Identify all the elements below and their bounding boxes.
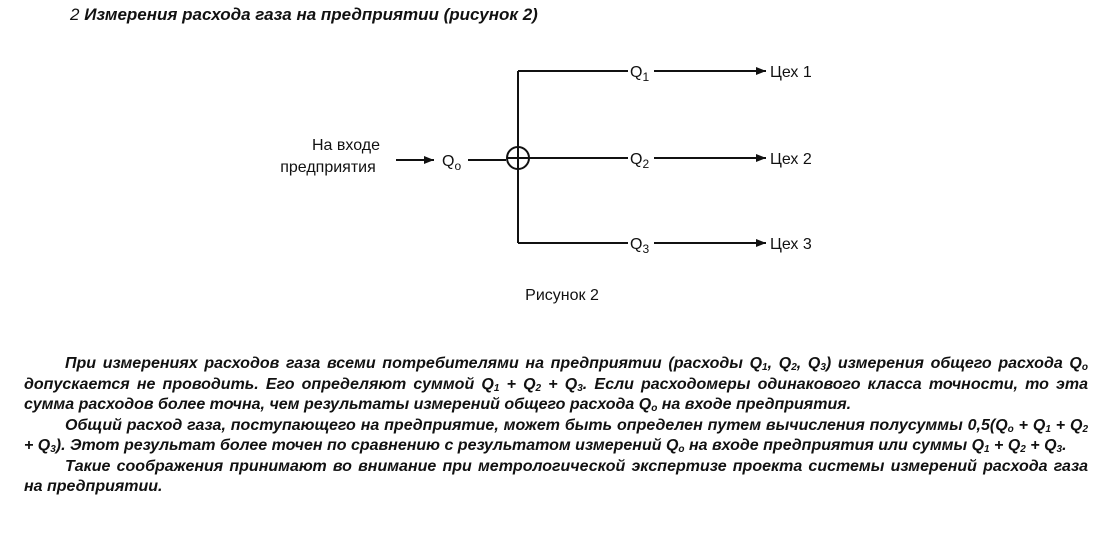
subscript: 2 (1020, 444, 1026, 455)
section-title: Измерения расхода газа на предприятии (рисунок 2) (84, 5, 538, 24)
subscript: 1 (984, 444, 990, 455)
q0-label (442, 153, 461, 173)
svg-text:Q3: $Q_3$ (630, 236, 650, 256)
q2-label (630, 151, 649, 171)
input-label-line2: предприятия (280, 159, 376, 176)
subscript: 2 (791, 362, 797, 373)
output-label-3: Цех 3 (770, 236, 812, 253)
svg-text:Qo: $Q_o$ (442, 153, 462, 173)
q3-label (630, 236, 649, 256)
section-number: 2 (70, 5, 80, 24)
figure-caption: Рисунок 2 (525, 287, 599, 304)
paragraph: Такие соображения принимают во внимание при метрологической экспертизе проекта системы измерений расхода газа на предприятии. (24, 457, 1088, 495)
q1-label (630, 64, 649, 84)
subscript: 1 (1045, 423, 1051, 435)
subscript: 3 (577, 382, 583, 394)
body-text (24, 354, 1088, 498)
subscript: 2 (1082, 423, 1088, 435)
paragraph: Общий расход газа, поступающего на предприятие, может быть определен путем вычисления полусуммы $0,5(Q_o + Q_1 + Q_2 + Q_3)$. Этот результат более точен по сравнению с результатом измерений $Q_o$ на входе предприятия или суммы $Q_1 + Q_2 + Q_3$. (24, 416, 1088, 455)
output-label-2: Цех 2 (770, 151, 812, 168)
input-label-line1: На входе (312, 137, 380, 154)
subscript: 3 (1056, 444, 1063, 455)
svg-text:Q1: $Q_1$ (630, 64, 650, 84)
subscript: 1 (762, 362, 768, 373)
subscript: 3 (820, 362, 826, 373)
paragraph: При измерениях расходов газа всеми потребителями на предприятии (расходы $Q_1$, $Q_2$, $Q_3$) измерения общего расхода $Q_o$ допускается не проводить. Его определяют суммой $Q_1 + Q_2 + Q_3$. Если расходомеры одинакового класса точности, то эта сумма расходов более точна, чем результаты измерений общего расхода $Q_o$ на входе предприятия. (24, 355, 1088, 414)
subscript: 3 (50, 444, 56, 455)
subscript: o (678, 444, 685, 455)
subscript: o (1081, 362, 1088, 373)
subscript: o (651, 403, 658, 414)
svg-text:Q2: $Q_2$ (630, 151, 650, 171)
subscript: o (1007, 423, 1014, 435)
subscript: 2 (535, 382, 542, 394)
output-label-1: Цех 1 (770, 64, 812, 81)
summation-node-icon (507, 147, 529, 169)
subscript: 1 (493, 382, 500, 394)
